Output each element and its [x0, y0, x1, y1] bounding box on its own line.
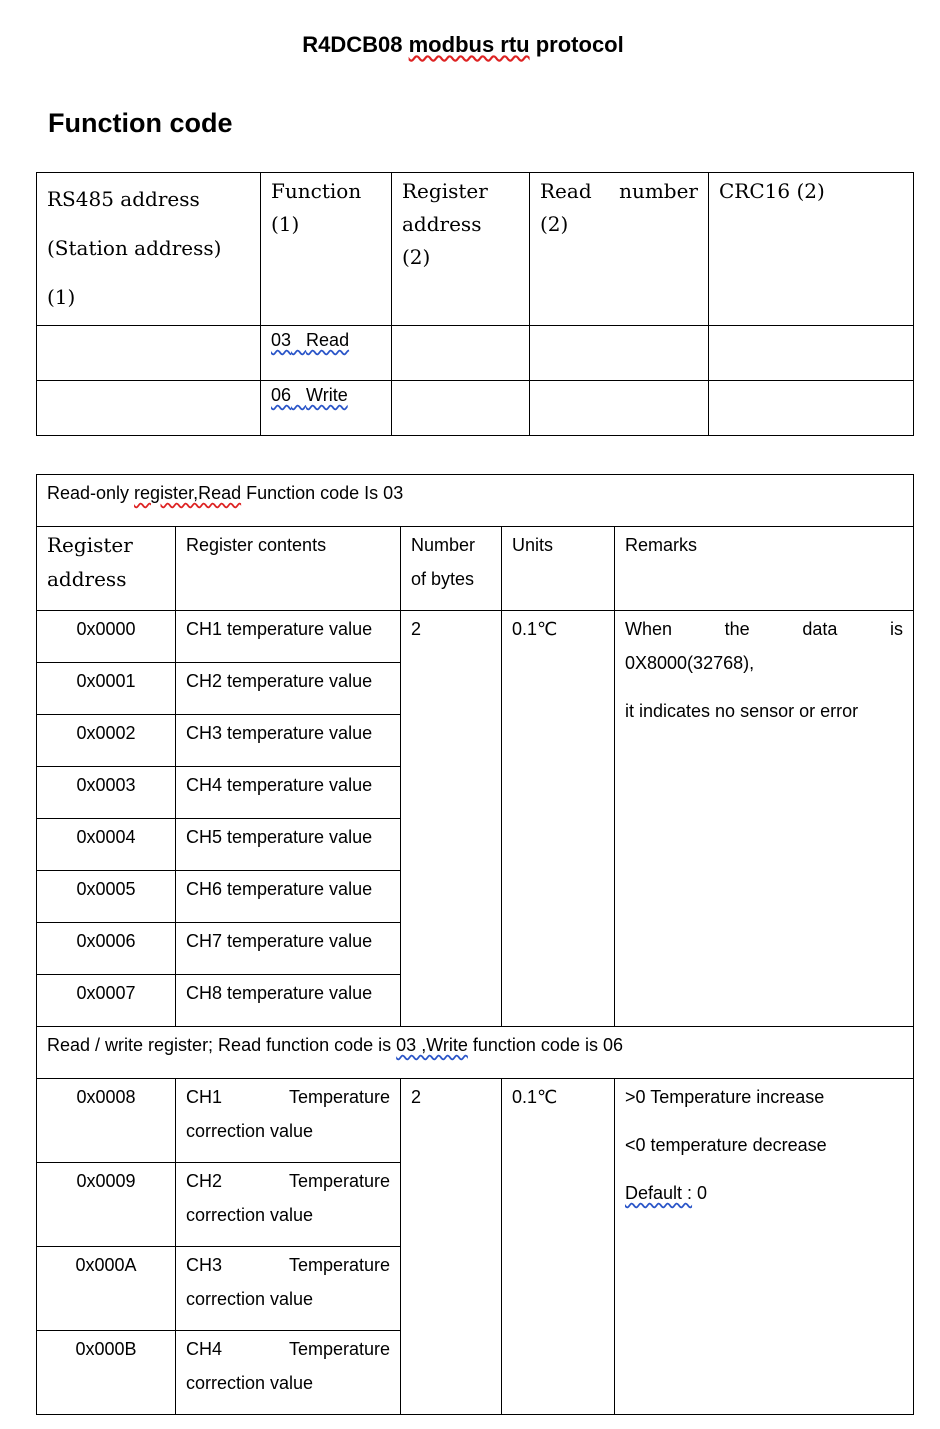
header-register-line-1: Register: [402, 179, 488, 203]
column-header-address: [37, 527, 176, 611]
register-address: 0x000A: [37, 1247, 176, 1331]
read-only-remarks: [615, 611, 914, 1027]
function-row-read: [37, 326, 914, 381]
register-contents: CH7 temperature value: [176, 923, 401, 975]
empty-cell: [530, 326, 709, 381]
rw-title-part-1: Read / write register; Read function code is: [47, 1035, 397, 1055]
header-register-address: [392, 173, 530, 326]
empty-cell: [530, 381, 709, 436]
remark-line-1: [625, 612, 903, 646]
read-only-units: 0.1℃: [502, 611, 615, 1027]
header-read-number: [530, 173, 709, 326]
empty-cell: [392, 381, 530, 436]
column-header-address-line-1: Register: [47, 533, 133, 557]
header-station-address: [37, 173, 261, 326]
remark-word: is: [890, 619, 904, 639]
rw-units: 0.1℃: [502, 1079, 615, 1415]
title-part-1: R4DCB08: [302, 32, 409, 57]
register-contents: CH5 temperature value: [176, 819, 401, 871]
channel-label: CH2: [186, 1171, 223, 1191]
contents-line-2: correction value: [186, 1205, 314, 1225]
register-contents: CH2 temperature value: [176, 663, 401, 715]
register-address: 0x0009: [37, 1163, 176, 1247]
empty-cell: [709, 326, 914, 381]
contents-line-2: correction value: [186, 1289, 314, 1309]
contents-line-1: [186, 1080, 390, 1114]
header-station-line-3: (1): [47, 285, 76, 309]
header-read-word: Read: [540, 179, 592, 203]
register-contents: CH1 temperature value: [176, 611, 401, 663]
remark-line-3: it indicates no sensor or error: [625, 701, 859, 721]
column-header-bytes-line-1: Number: [411, 535, 476, 555]
header-crc16-label: CRC16 (2): [719, 179, 825, 203]
register-contents: [176, 1079, 401, 1163]
header-register-line-2: address: [402, 212, 482, 236]
function-cell-read: [261, 326, 392, 381]
title-part-3: protocol: [529, 32, 624, 57]
empty-cell: [392, 326, 530, 381]
register-address: 0x0006: [37, 923, 176, 975]
remark-default-label: Default :: [625, 1183, 693, 1203]
read-only-section-row: [37, 475, 914, 527]
header-read-number-line-2: (2): [540, 212, 569, 236]
read-only-title-part-1: Read-only: [47, 483, 135, 503]
header-station-line-2: (Station address): [47, 236, 222, 260]
title-part-2: modbus rtu: [408, 32, 530, 57]
contents-line-2: correction value: [186, 1373, 314, 1393]
function-code-name: Write: [306, 385, 348, 405]
column-header-contents: Register contents: [176, 527, 401, 611]
header-function-line-1: Function: [271, 179, 362, 203]
header-read-number-line-1: [540, 175, 698, 208]
contents-line-1: [186, 1248, 390, 1282]
temperature-word: Temperature: [288, 1339, 390, 1359]
function-code-value: 06: [271, 385, 292, 405]
contents-line-2: correction value: [186, 1121, 314, 1141]
register-contents: CH3 temperature value: [176, 715, 401, 767]
column-header-bytes-line-2: of bytes: [411, 569, 475, 589]
header-function: [261, 173, 392, 326]
rw-bytes: 2: [401, 1079, 502, 1415]
empty-cell: [709, 381, 914, 436]
register-address: 0x0003: [37, 767, 176, 819]
function-code-write: [271, 385, 348, 405]
register-contents: [176, 1163, 401, 1247]
remark-default-value: 0: [692, 1183, 708, 1203]
document-title: [0, 32, 926, 58]
column-header-units: Units: [502, 527, 615, 611]
remark-word: When: [625, 619, 673, 639]
rw-title-part-3: function code is 06: [467, 1035, 623, 1055]
read-only-section-title: [37, 475, 914, 527]
column-header-bytes: [401, 527, 502, 611]
remark-word: the: [724, 619, 750, 639]
header-function-line-2: (1): [271, 212, 300, 236]
register-address: 0x000B: [37, 1331, 176, 1415]
register-address: 0x0008: [37, 1079, 176, 1163]
function-table-header-row: [37, 173, 914, 326]
register-column-header-row: [37, 527, 914, 611]
read-write-section-row: [37, 1027, 914, 1079]
register-contents: CH4 temperature value: [176, 767, 401, 819]
register-address: 0x0005: [37, 871, 176, 923]
read-only-bytes: 2: [401, 611, 502, 1027]
function-row-write: [37, 381, 914, 436]
register-address: 0x0004: [37, 819, 176, 871]
register-contents: CH8 temperature value: [176, 975, 401, 1027]
function-code-read: [271, 330, 349, 350]
table-row: [37, 1079, 914, 1163]
temperature-word: Temperature: [288, 1255, 390, 1275]
register-table: [36, 474, 914, 1415]
function-code-name: Read: [306, 330, 350, 350]
contents-line-1: [186, 1332, 390, 1366]
channel-label: CH3: [186, 1255, 223, 1275]
section-title: Function code: [48, 108, 233, 138]
register-address: 0x0007: [37, 975, 176, 1027]
temperature-word: Temperature: [288, 1087, 390, 1107]
rw-remarks: [615, 1079, 914, 1415]
contents-line-1: [186, 1164, 390, 1198]
empty-cell: [37, 326, 261, 381]
register-address: 0x0002: [37, 715, 176, 767]
register-address: 0x0000: [37, 611, 176, 663]
temperature-word: Temperature: [288, 1171, 390, 1191]
column-header-remarks: Remarks: [615, 527, 914, 611]
register-contents: [176, 1247, 401, 1331]
read-only-title-part-2: register,Read: [134, 483, 242, 503]
remark-line-2: 0X8000(32768),: [625, 653, 755, 673]
function-cell-write: [261, 381, 392, 436]
table-row: [37, 611, 914, 663]
remark-default: [625, 1176, 903, 1210]
header-number-word: number: [619, 179, 698, 203]
register-contents: CH6 temperature value: [176, 871, 401, 923]
channel-label: CH1: [186, 1087, 223, 1107]
header-station-line-1: RS485 address: [47, 187, 200, 211]
channel-label: CH4: [186, 1339, 223, 1359]
header-register-line-3: (2): [402, 245, 431, 269]
rw-title-part-2: 03 ,Write: [396, 1035, 468, 1055]
empty-cell: [37, 381, 261, 436]
remark-increase: >0 Temperature increase: [625, 1087, 825, 1107]
read-only-title-part-3: Function code Is 03: [241, 483, 404, 503]
column-header-address-line-2: address: [47, 567, 127, 591]
remark-decrease: <0 temperature decrease: [625, 1135, 827, 1155]
read-write-section-title: [37, 1027, 914, 1079]
function-code-table: [36, 172, 914, 436]
register-contents: [176, 1331, 401, 1415]
register-address: 0x0001: [37, 663, 176, 715]
header-crc16: [709, 173, 914, 326]
remark-word: data: [802, 619, 838, 639]
function-code-value: 03: [271, 330, 292, 350]
